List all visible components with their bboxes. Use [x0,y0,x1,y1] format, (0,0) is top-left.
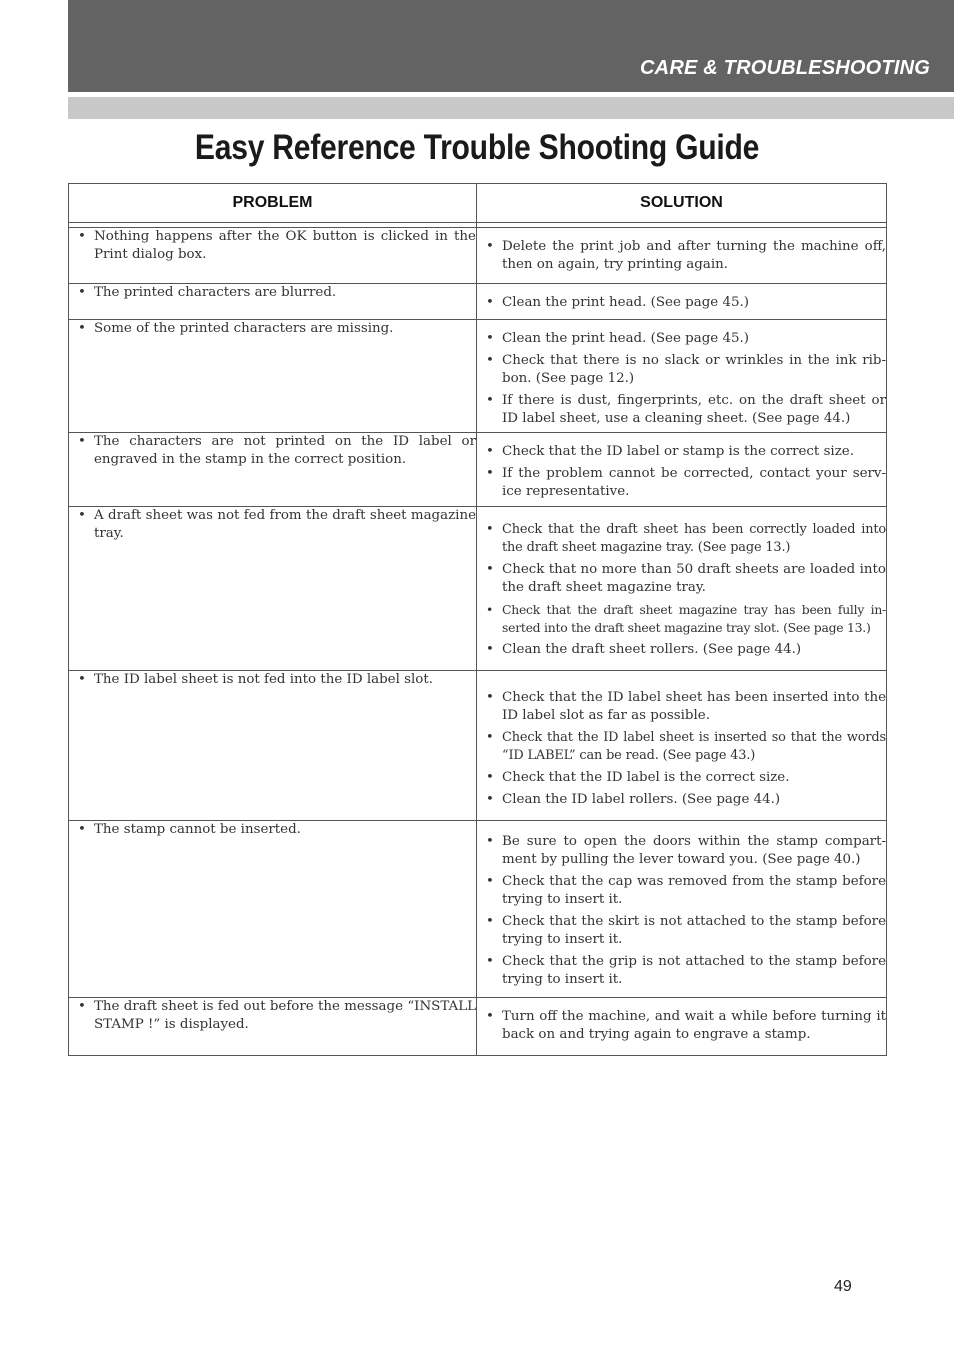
solution-item: • Clean the print head. (See page 45.) [477,294,886,312]
solution-item: • Delete the print job and after turning the machine off, then on again, try printing again. [477,238,886,274]
solution-cell [477,507,887,671]
problem-list [69,228,476,264]
solution-item: • Check that there is no slack or wrinkles in the ink rib-bon. (See page 12.) [477,352,886,388]
troubleshooting-table [68,183,887,1056]
problem-cell [69,507,477,671]
problem-item: • Nothing happens after the OK button is clicked in the Print dialog box. [69,228,476,264]
problem-cell [69,998,477,1056]
solution-list [477,330,886,428]
problem-item: • The characters are not printed on the ID label or engraved in the stamp in the correct position. [69,433,476,469]
solution-cell [477,671,887,821]
solution-item: • If the problem cannot be corrected, contact your serv-ice representative. [477,465,886,501]
problem-cell [69,284,477,320]
problem-list [69,320,476,338]
problem-item: • The printed characters are blurred. [69,284,476,302]
page-title: Easy Reference Trouble Shooting Guide [194,128,760,167]
solution-list [477,521,886,659]
problem-list [69,433,476,469]
solution-item: • Check that the ID label sheet is inserted so that the words “ID LABEL” can be read. (See page 43.) [477,729,886,765]
problem-item: • The ID label sheet is not fed into the ID label slot. [69,671,476,689]
solution-cell [477,433,887,507]
solution-list [477,443,886,501]
table-row [69,228,887,284]
solution-list [477,1008,886,1044]
solution-item: • Check that the grip is not attached to the stamp before trying to insert it. [477,953,886,989]
solution-list [477,833,886,989]
problem-cell [69,433,477,507]
problem-item: • Some of the printed characters are missing. [69,320,476,338]
page-number: 49 [834,1278,852,1295]
solution-item: • Check that the ID label sheet has been inserted into the ID label slot as far as possible. [477,689,886,725]
solution-item: • Be sure to open the doors within the stamp compart-ment by pulling the lever toward you. (See page 40.) [477,833,886,869]
table-row [69,998,887,1056]
section-title: CARE & TROUBLESHOOTING [640,57,930,79]
solution-item: • Clean the print head. (See page 45.) [477,330,886,348]
problem-column-header: PROBLEM [69,184,477,223]
problem-list [69,998,476,1034]
problem-list [69,507,476,543]
problem-item: • The draft sheet is fed out before the message “INSTALL STAMP !” is displayed. [69,998,476,1034]
table-row [69,507,887,671]
problem-item: • A draft sheet was not fed from the draft sheet magazine tray. [69,507,476,543]
table-row [69,433,887,507]
solution-cell [477,998,887,1056]
problem-list [69,821,476,839]
solution-item: • Check that the draft sheet has been correctly loaded into the draft sheet magazine tray. (See page 13.) [477,521,886,557]
solution-list [477,294,886,312]
problem-list [69,284,476,302]
solution-cell [477,228,887,284]
problem-cell [69,320,477,433]
solution-item: • Check that the draft sheet magazine tray has been fully in-serted into the draft sheet magazine tray slot. (See page 13.) [477,601,886,637]
solution-item: • Check that the cap was removed from the stamp before trying to insert it. [477,873,886,909]
solution-item: • Check that no more than 50 draft sheets are loaded into the draft sheet magazine tray. [477,561,886,597]
header-sub-band [68,97,954,119]
solution-cell [477,320,887,433]
solution-list [477,238,886,274]
solution-item: • Turn off the machine, and wait a while before turning it back on and trying again to engrave a stamp. [477,1008,886,1044]
table-header-row [69,184,887,223]
solution-item: • Check that the ID label is the correct size. [477,769,886,787]
solution-item: • Check that the ID label or stamp is the correct size. [477,443,886,461]
header-band [68,0,954,92]
solution-item: • Clean the ID label rollers. (See page 44.) [477,791,886,809]
solution-cell [477,284,887,320]
solution-cell [477,821,887,998]
solution-item: • Clean the draft sheet rollers. (See page 44.) [477,641,886,659]
table-row [69,671,887,821]
table-row [69,821,887,998]
problem-item: • The stamp cannot be inserted. [69,821,476,839]
solution-list [477,689,886,809]
solution-column-header: SOLUTION [477,184,887,223]
table-row [69,284,887,320]
problem-list [69,671,476,689]
table-row [69,320,887,433]
problem-cell [69,671,477,821]
problem-cell [69,228,477,284]
problem-cell [69,821,477,998]
solution-item: • If there is dust, fingerprints, etc. on the draft sheet or ID label sheet, use a cleaning sheet. (See page 44.) [477,392,886,428]
solution-item: • Check that the skirt is not attached to the stamp before trying to insert it. [477,913,886,949]
table-body [69,223,887,1056]
